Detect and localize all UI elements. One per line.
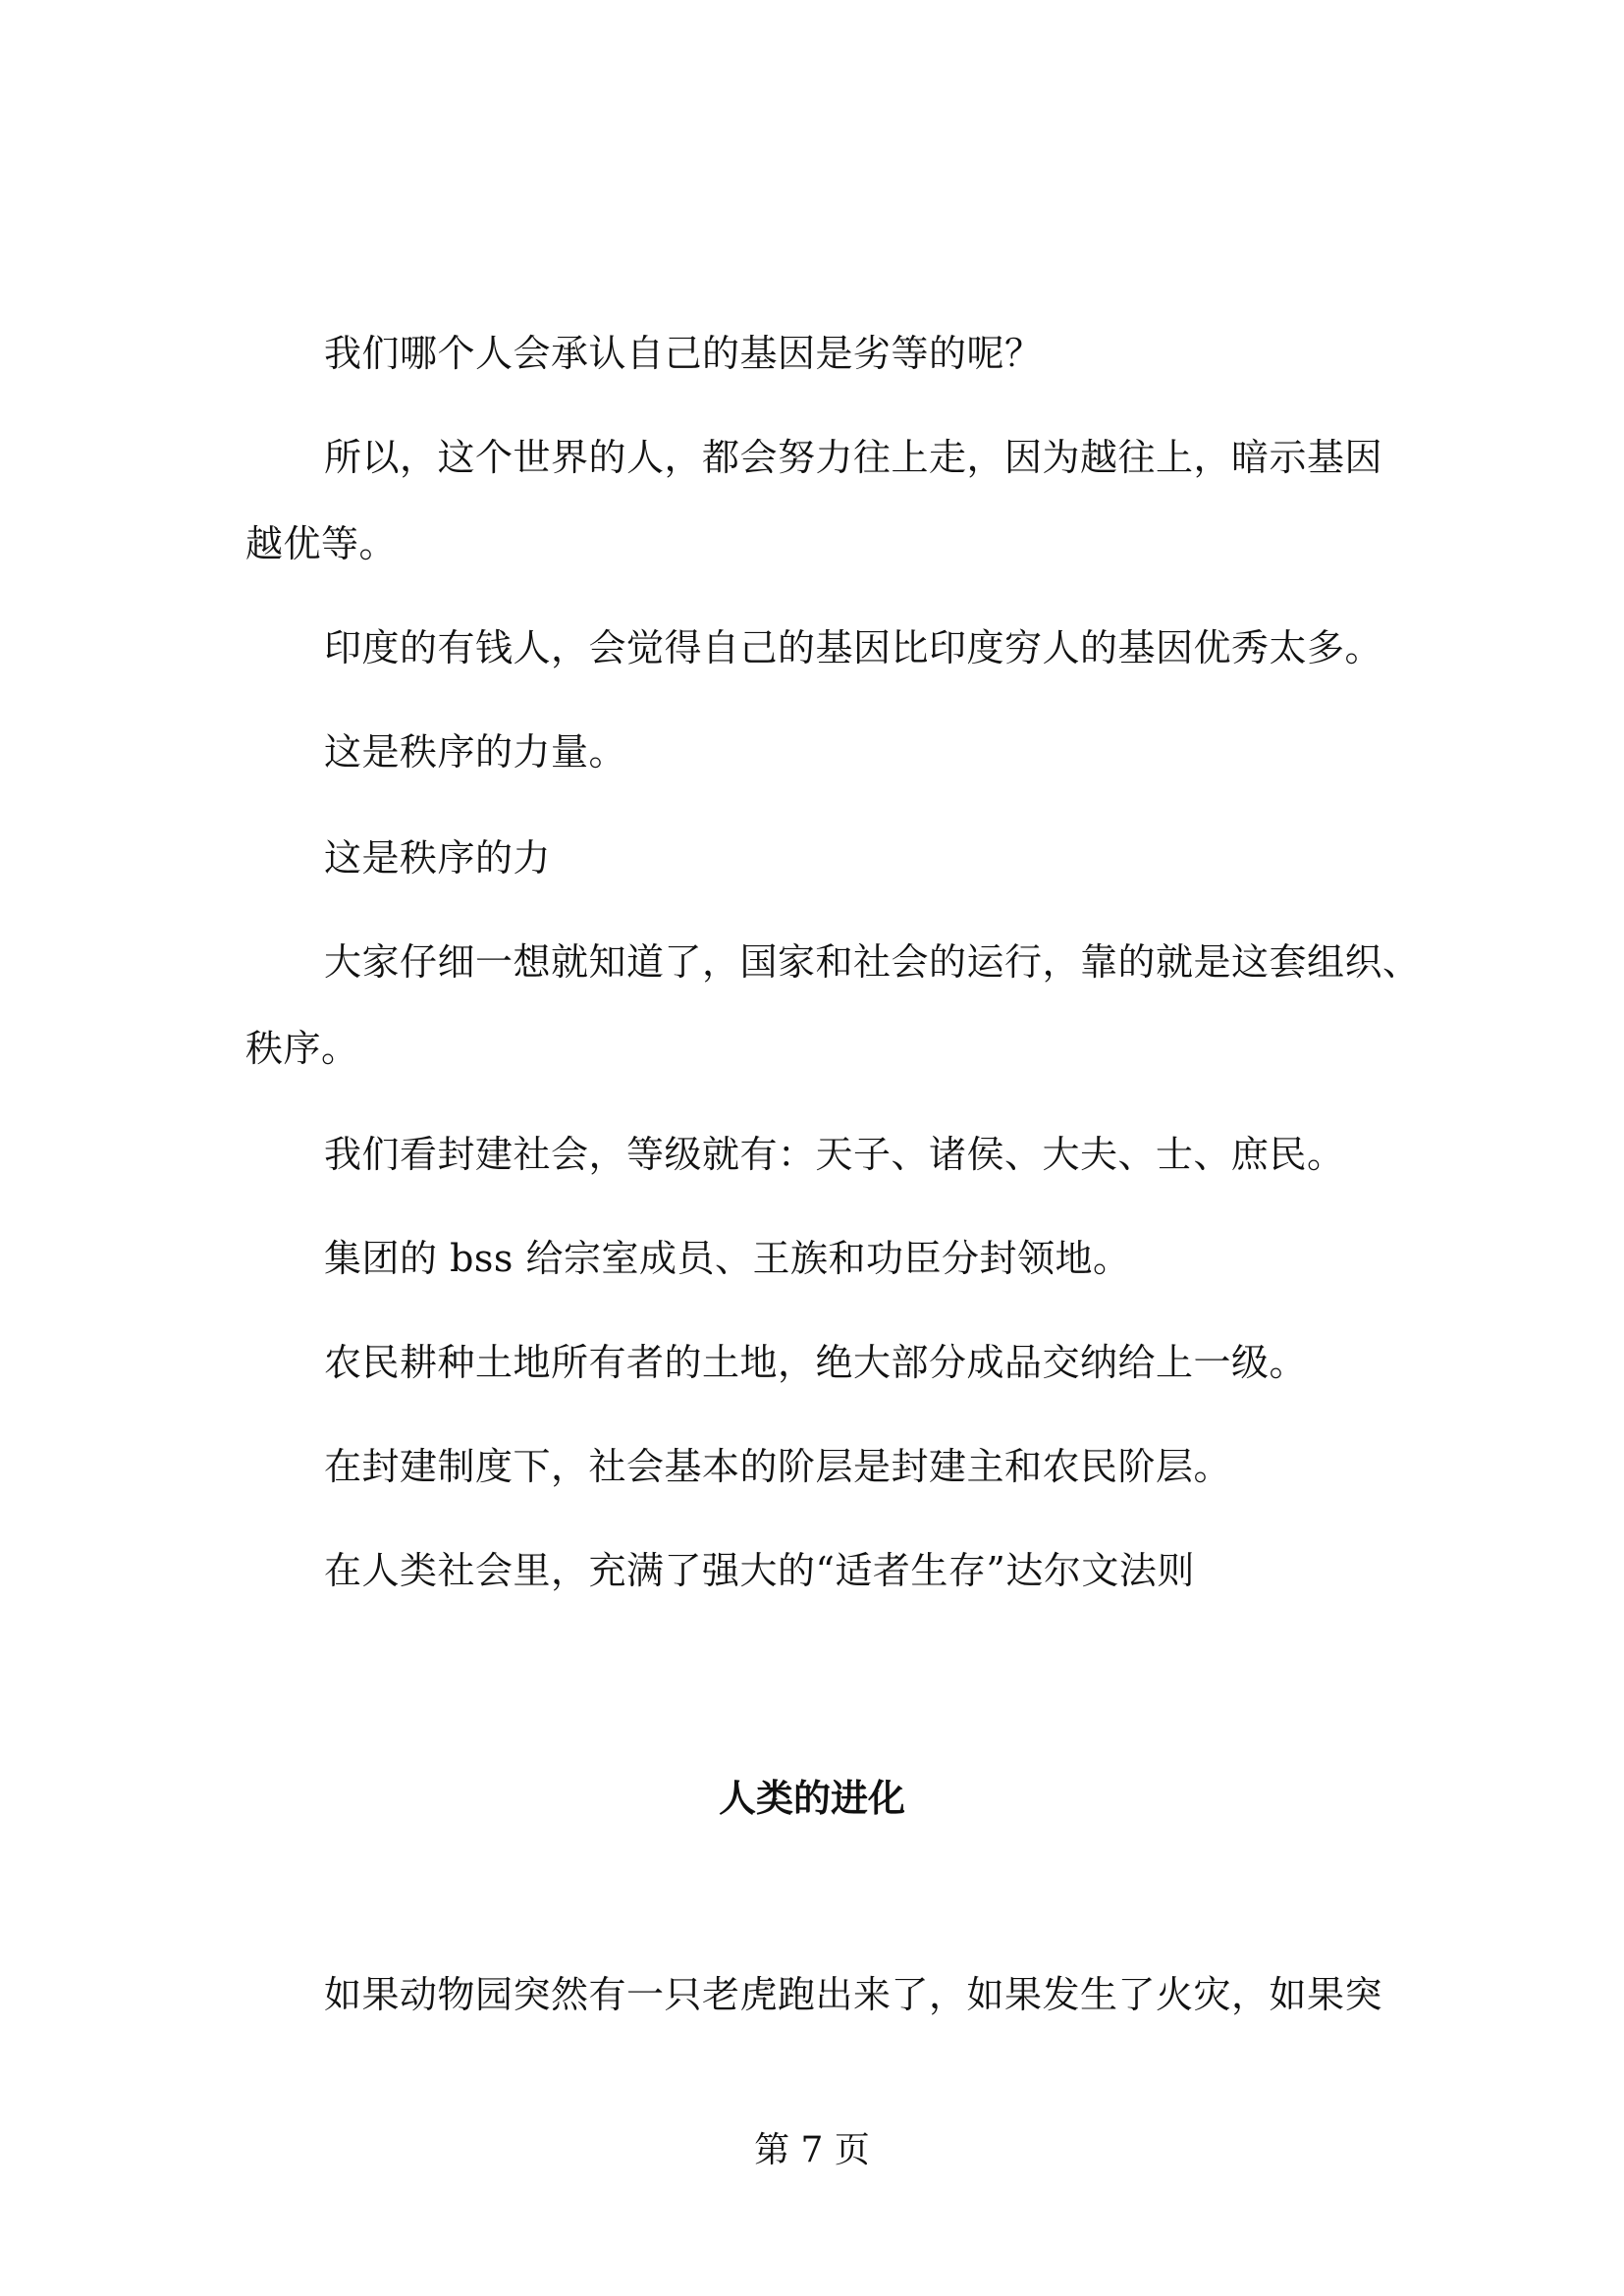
paragraph-line: 农民耕种土地所有者的土地，绝大部分成品交纳给上一级。 — [324, 1341, 1308, 1384]
paragraph-line: 秩序。 — [245, 1027, 359, 1070]
page-number: 第 7 页 — [754, 2130, 870, 2170]
paragraph-line: 在人类社会里，充满了强大的“适者生存”达尔文法则 — [324, 1549, 1195, 1592]
paragraph-line: 我们看封建社会，等级就有：天子、诸侯、大夫、士、庶民。 — [324, 1133, 1345, 1176]
paragraph-line: 所以，这个世界的人，都会努力往上走，因为越往上，暗示基因 — [324, 436, 1383, 479]
paragraph-line: 大家仔细一想就知道了，国家和社会的运行，靠的就是这套组织、 — [324, 940, 1421, 984]
paragraph-line: 这是秩序的力量。 — [324, 730, 627, 774]
paragraph-line: 印度的有钱人，会觉得自己的基因比印度穷人的基因优秀太多。 — [324, 626, 1383, 669]
section-heading: 人类的进化 — [718, 1776, 905, 1820]
paragraph-line: 我们哪个人会承认自己的基因是劣等的呢？ — [324, 332, 1043, 375]
paragraph-line: 在封建制度下，社会基本的阶层是封建主和农民阶层。 — [324, 1445, 1232, 1488]
paragraph-line: 如果动物园突然有一只老虎跑出来了，如果发生了火灾，如果突 — [324, 1973, 1383, 2016]
paragraph-line: 越优等。 — [245, 522, 398, 565]
paragraph-line: 这是秩序的力 — [324, 836, 552, 880]
paragraph-line: 集团的 bss 给宗室成员、王族和功臣分封领地。 — [324, 1237, 1131, 1280]
